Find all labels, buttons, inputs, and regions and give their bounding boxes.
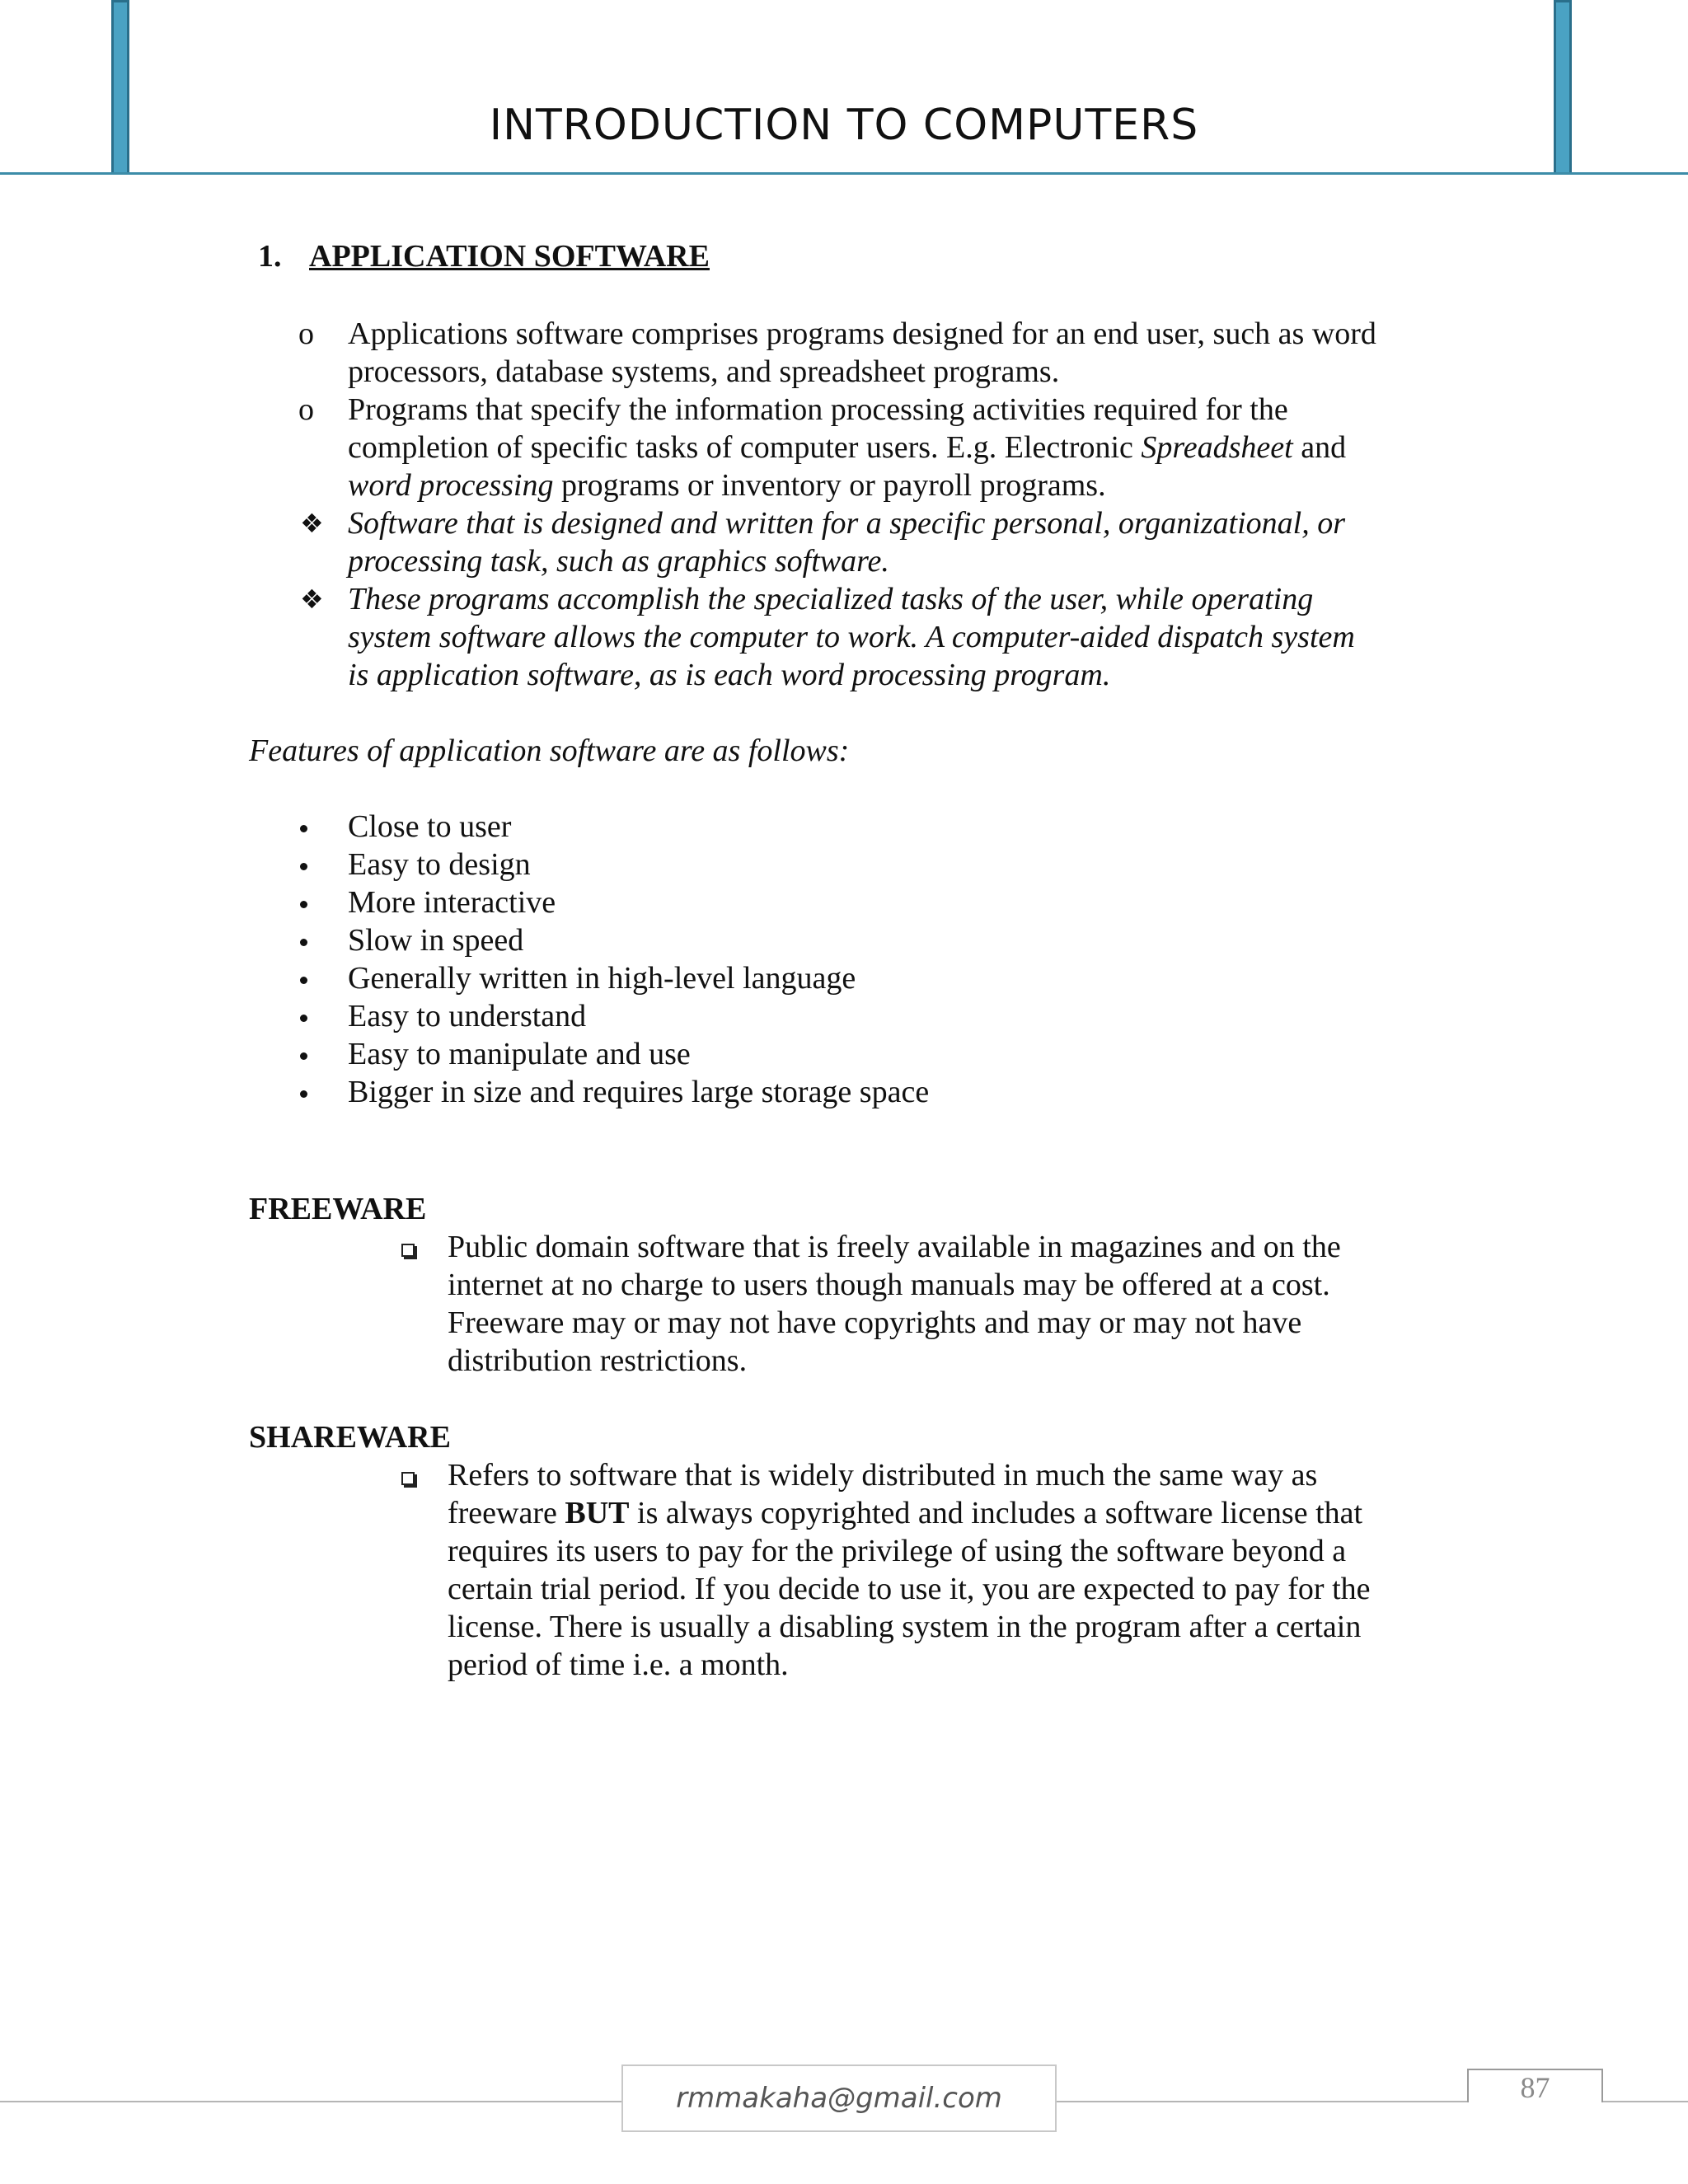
feature-item: More interactive bbox=[348, 885, 556, 920]
header-rule bbox=[0, 172, 1688, 175]
bullet-dot-icon bbox=[300, 825, 307, 832]
features-intro: Features of application software are as follows: bbox=[249, 733, 850, 768]
footer-rule-left bbox=[0, 2101, 623, 2102]
feature-item: Easy to manipulate and use bbox=[348, 1037, 691, 1071]
shareware-heading: SHAREWARE bbox=[249, 1420, 451, 1455]
diamond-bullet-icon: ❖ bbox=[300, 508, 324, 539]
shareware-line-2: freeware BUT is always copyrighted and includes a software license that bbox=[448, 1496, 1363, 1530]
diamond-item-1-line-2: processing task, such as graphics software. bbox=[348, 544, 889, 579]
circle-item-1-line-2: processors, database systems, and spreadsheet programs. bbox=[348, 354, 1060, 389]
diamond-item-2-line-3: is application software, as is each word processing program. bbox=[348, 658, 1111, 692]
freeware-line-3: Freeware may or may not have copyrights and may or may not have bbox=[448, 1305, 1302, 1340]
bullet-dot-icon bbox=[300, 863, 307, 870]
feature-item: Close to user bbox=[348, 809, 512, 844]
bullet-dot-icon bbox=[300, 977, 307, 984]
shareware-line-4: certain trial period. If you decide to use it, you are expected to pay for the bbox=[448, 1572, 1371, 1606]
feature-item: Generally written in high-level language bbox=[348, 961, 856, 996]
freeware-line-1: Public domain software that is freely available in magazines and on the bbox=[448, 1230, 1341, 1264]
circle-item-2-line-1: Programs that specify the information processing activities required for the bbox=[348, 392, 1288, 427]
circle-item-2-line-3: word processing programs or inventory or payroll programs. bbox=[348, 468, 1106, 503]
circle-item-2-line-2: completion of specific tasks of computer users. E.g. Electronic Spreadsheet and bbox=[348, 430, 1347, 465]
shareware-line-5: license. There is usually a disabling system in the program after a certain bbox=[448, 1610, 1362, 1644]
shareware-line-1: Refers to software that is widely distributed in much the same way as bbox=[448, 1458, 1318, 1493]
freeware-heading: FREEWARE bbox=[249, 1192, 427, 1226]
footer-rule-right bbox=[1601, 2101, 1688, 2102]
diamond-item-2-line-1: These programs accomplish the specialized tasks of the user, while operating bbox=[348, 582, 1314, 616]
shareware-line-6: period of time i.e. a month. bbox=[448, 1647, 789, 1682]
page-number: 87 bbox=[1520, 2071, 1550, 2104]
bullet-dot-icon bbox=[300, 939, 307, 946]
shareware-line-3: requires its users to pay for the privilege of using the software beyond a bbox=[448, 1534, 1347, 1568]
section-number: 1. bbox=[258, 239, 282, 274]
diamond-item-2-line-2: system software allows the computer to work. A computer-aided dispatch system bbox=[348, 620, 1355, 654]
bullet-dot-icon bbox=[300, 1015, 307, 1022]
checkbox-bullet-icon bbox=[401, 1472, 415, 1485]
bullet-dot-icon bbox=[300, 1052, 307, 1060]
circle-bullet-icon: o bbox=[298, 392, 314, 427]
feature-item: Easy to understand bbox=[348, 999, 587, 1033]
bullet-dot-icon bbox=[300, 901, 307, 908]
diamond-bullet-icon: ❖ bbox=[300, 583, 324, 615]
diamond-item-1-line-1: Software that is designed and written for a specific personal, organizational, or bbox=[348, 506, 1346, 541]
footer-email: rmmakaha@gmail.com bbox=[621, 2064, 1057, 2132]
circle-item-1-line-1: Applications software comprises programs designed for an end user, such as word bbox=[348, 316, 1376, 351]
freeware-line-4: distribution restrictions. bbox=[448, 1343, 748, 1378]
section-title: APPLICATION SOFTWARE bbox=[309, 239, 710, 274]
page-header-title: INTRODUCTION TO COMPUTERS bbox=[489, 101, 1199, 150]
circle-bullet-icon: o bbox=[298, 316, 314, 351]
feature-item: Slow in speed bbox=[348, 923, 524, 958]
feature-item: Bigger in size and requires large storage space bbox=[348, 1075, 930, 1109]
feature-item: Easy to design bbox=[348, 847, 531, 882]
footer-rule-middle bbox=[1055, 2101, 1469, 2102]
freeware-line-2: internet at no charge to users though manuals may be offered at a cost. bbox=[448, 1268, 1330, 1302]
checkbox-bullet-icon bbox=[401, 1244, 415, 1257]
bullet-dot-icon bbox=[300, 1090, 307, 1098]
